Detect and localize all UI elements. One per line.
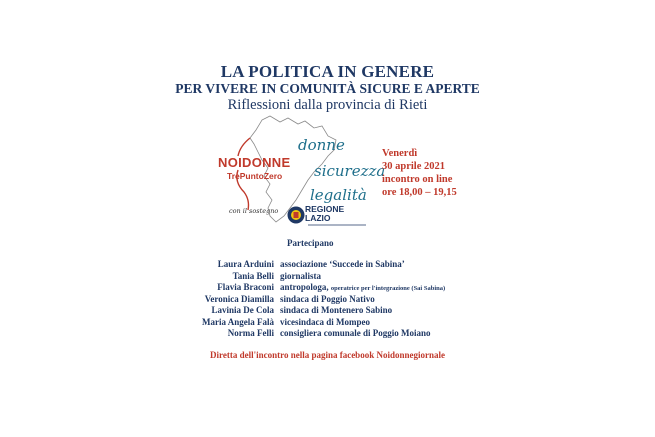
lazio-line: LAZIO	[305, 213, 331, 223]
participant-name: Maria Angela Falà	[202, 316, 274, 327]
participant-role: sindaca di Montenero Sabino	[280, 305, 393, 315]
regione-lazio-text	[305, 205, 344, 223]
participant-name: Laura Arduini	[217, 259, 274, 269]
participant-row	[200, 259, 500, 271]
event-mode: incontro on line	[382, 174, 453, 185]
trepuntozero-logo-text: TrePuntoZero	[227, 171, 283, 181]
participant-row	[200, 317, 500, 329]
regione-line: REGIONE	[305, 204, 345, 214]
support-label: con il sostegno	[229, 207, 279, 215]
participant-role-main: antropologa,	[280, 282, 329, 292]
participant-role: sindaca di Poggio Nativo	[280, 293, 375, 304]
participant-row	[200, 282, 500, 294]
participant-name: Veronica Diamilla	[204, 293, 274, 304]
participants-heading: Partecipano	[287, 238, 334, 248]
page-title: LA POLITICA IN GENERE	[220, 62, 435, 81]
event-day: Venerdì	[382, 148, 418, 159]
participant-name: Norma Felli	[227, 328, 274, 338]
participant-row	[200, 271, 500, 283]
participant-role-note: operatrice per l'integrazione (Sai Sabina)	[330, 285, 446, 292]
word-legalita: legalità	[310, 186, 367, 204]
participants-list	[200, 259, 500, 340]
participant-name: Lavinia De Cola	[211, 305, 274, 315]
participant-role: giornalista	[280, 270, 322, 281]
noidonne-logo-text: NOIDONNE	[218, 155, 291, 170]
participant-role: vicesindaca di Mompeo	[280, 316, 370, 327]
participant-name: Flavia Braconi	[217, 282, 274, 292]
event-info	[382, 147, 457, 199]
page-tagline: Riflessioni dalla provincia di Rieti	[227, 97, 428, 113]
participant-role: associazione ‘Succede in Sabina’	[280, 259, 405, 269]
participant-role	[280, 282, 445, 292]
participant-row	[200, 294, 500, 306]
word-sicurezza: sicurezza	[314, 162, 386, 180]
page-subtitle: PER VIVERE IN COMUNITÀ SICURE E APERTE	[175, 81, 480, 96]
participant-name: Tania Belli	[232, 270, 274, 281]
livestream-note: Diretta dell'incontro nella pagina facebook Noidonnegiornale	[210, 350, 445, 360]
participant-row	[200, 305, 500, 317]
word-donne: donne	[298, 136, 345, 154]
participant-role: consigliera comunale di Poggio Moiano	[280, 328, 431, 338]
event-time: ore 18,00 – 19,15	[382, 187, 457, 198]
participant-row	[200, 328, 500, 340]
event-date: 30 aprile 2021	[382, 161, 445, 172]
